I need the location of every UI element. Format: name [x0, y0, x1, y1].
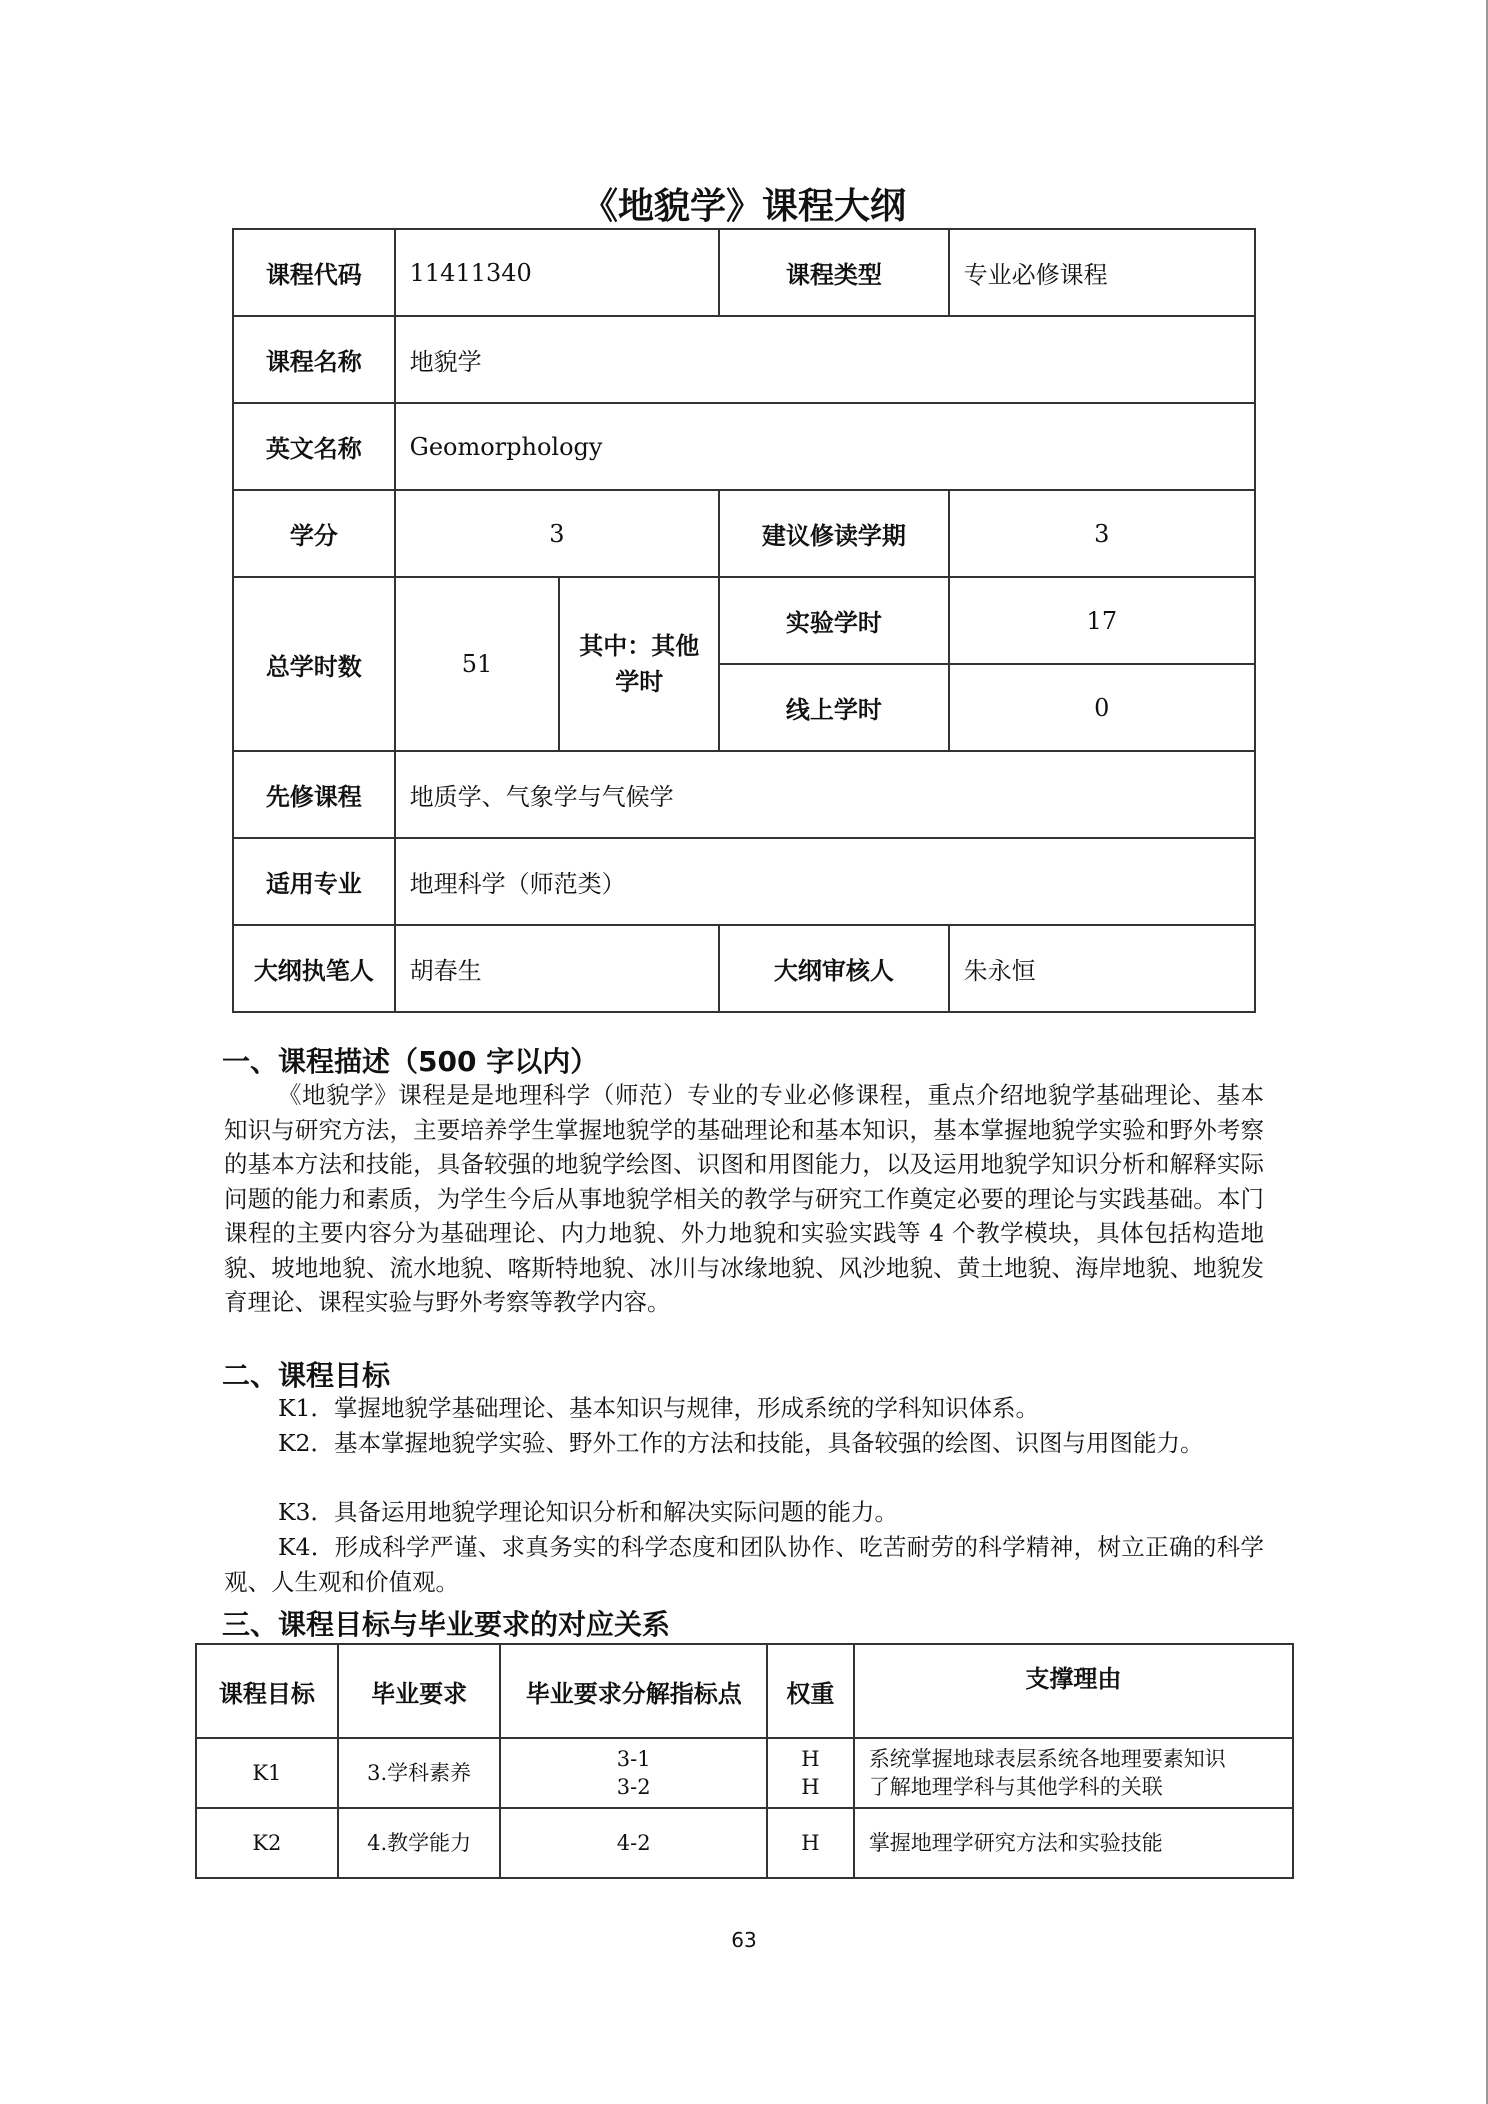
course-code-label: 课程代码: [233, 229, 395, 316]
indicator-line: 3-1: [616, 1747, 651, 1771]
weight-line: H: [801, 1747, 820, 1771]
semester-value: 3: [949, 490, 1255, 577]
course-type-value: 专业必修课程: [949, 229, 1255, 316]
other-hours-label: [559, 577, 719, 751]
major-label: 适用专业: [233, 838, 395, 925]
table-header-row: [196, 1644, 1293, 1738]
prereq-value: 地质学、气象学与气候学: [395, 751, 1255, 838]
table-row: [196, 1738, 1293, 1808]
other-hours-label-line1: 其中：其他: [579, 632, 700, 660]
objective-k4: K4．形成科学严谨、求真务实的科学态度和团队协作、吃苦耐劳的科学精神，树立正确的科学观、人生观和价值观。: [224, 1533, 1264, 1596]
english-name-value: Geomorphology: [395, 403, 1255, 490]
course-name-label: 课程名称: [233, 316, 395, 403]
course-info-table: [232, 228, 1256, 1013]
table-row: [233, 838, 1255, 925]
total-hours-label: 总学时数: [233, 577, 395, 751]
mapping-table: [195, 1643, 1294, 1879]
indicator-cell: 4-2: [500, 1808, 766, 1878]
other-hours-label-line2: 学时: [615, 668, 664, 696]
total-hours-value: 51: [395, 577, 560, 751]
course-description: 《地貌学》课程是是地理科学（师范）专业的专业必修课程，重点介绍地貌学基础理论、基本知识与研究方法，主要培养学生掌握地貌学的基础理论和基本知识，基本掌握地貌学实验和野外考察的基本方法和技能，具备较强的地貌学绘图、识图和用图能力，以及运用地貌学知识分析和解释实际问题的能力和素质，为学生今后从事地貌学相关的教学与研究工作奠定必要的理论与实践基础。本门课程的主要内容分为基础理论、内力地貌、外力地貌和实验实践等 4 个教学模块，具体包括构造地貌、坡地地貌、流水地貌、喀斯特地貌、冰川与冰缘地貌、风沙地貌、黄土地貌、海岸地貌、地貌发育理论、课程实验与野外考察等教学内容。: [224, 1081, 1264, 1316]
online-hours-label: 线上学时: [719, 664, 948, 751]
weight-cell: [767, 1738, 854, 1808]
objective-k1: K1．掌握地貌学基础理论、基本知识与规律，形成系统的学科知识体系。: [278, 1394, 1040, 1422]
table-row: [233, 925, 1255, 1012]
reviewer-value: 朱永恒: [949, 925, 1255, 1012]
objective-k3: K3．具备运用地貌学理论知识分析和解决实际问题的能力。: [278, 1498, 899, 1526]
goal-cell: K2: [196, 1808, 338, 1878]
table-row: [233, 490, 1255, 577]
table-row: [233, 577, 1255, 664]
section-heading-mapping: 三、课程目标与毕业要求的对应关系: [222, 1608, 671, 1641]
page-number: 63: [731, 1928, 757, 1952]
lab-hours-label: 实验学时: [719, 577, 948, 664]
online-hours-value: 0: [949, 664, 1255, 751]
section-heading-objectives: 二、课程目标: [222, 1359, 391, 1392]
reason-cell: 掌握地理学研究方法和实验技能: [854, 1808, 1293, 1878]
credit-value: 3: [395, 490, 720, 577]
requirement-cell: 4.教学能力: [338, 1808, 501, 1878]
major-value: 地理科学（师范类）: [395, 838, 1255, 925]
weight-cell: H: [767, 1808, 854, 1878]
course-type-label: 课程类型: [719, 229, 948, 316]
indicator-cell: [500, 1738, 766, 1808]
english-name-label: 英文名称: [233, 403, 395, 490]
course-code-value: 11411340: [395, 229, 720, 316]
header-reason: 支撑理由: [854, 1644, 1293, 1738]
indicator-line: 3-2: [616, 1775, 651, 1799]
table-row: [233, 316, 1255, 403]
reason-cell: [854, 1738, 1293, 1808]
table-row: [233, 229, 1255, 316]
reason-line: 系统掌握地球表层系统各地理要素知识: [868, 1747, 1226, 1771]
credit-label: 学分: [233, 490, 395, 577]
weight-line: H: [801, 1775, 820, 1799]
header-weight: 权重: [767, 1644, 854, 1738]
table-row: [196, 1808, 1293, 1878]
author-label: 大纲执笔人: [233, 925, 395, 1012]
objective-k2: K2．基本掌握地貌学实验、野外工作的方法和技能，具备较强的绘图、识图与用图能力。: [278, 1429, 1204, 1457]
prereq-label: 先修课程: [233, 751, 395, 838]
reason-line: 了解地理学科与其他学科的关联: [868, 1775, 1163, 1799]
header-goal: 课程目标: [196, 1644, 338, 1738]
reviewer-label: 大纲审核人: [719, 925, 948, 1012]
goal-cell: K1: [196, 1738, 338, 1808]
header-requirement: 毕业要求: [338, 1644, 501, 1738]
page-title: 《地貌学》课程大纲: [581, 186, 906, 227]
semester-label: 建议修读学期: [719, 490, 948, 577]
lab-hours-value: 17: [949, 577, 1255, 664]
requirement-cell: 3.学科素养: [338, 1738, 501, 1808]
course-name-value: 地貌学: [395, 316, 1255, 403]
header-indicator: 毕业要求分解指标点: [500, 1644, 766, 1738]
table-row: [233, 403, 1255, 490]
author-value: 胡春生: [395, 925, 720, 1012]
table-row: [233, 751, 1255, 838]
section-heading-description: 一、课程描述（500 字以内）: [222, 1045, 599, 1078]
